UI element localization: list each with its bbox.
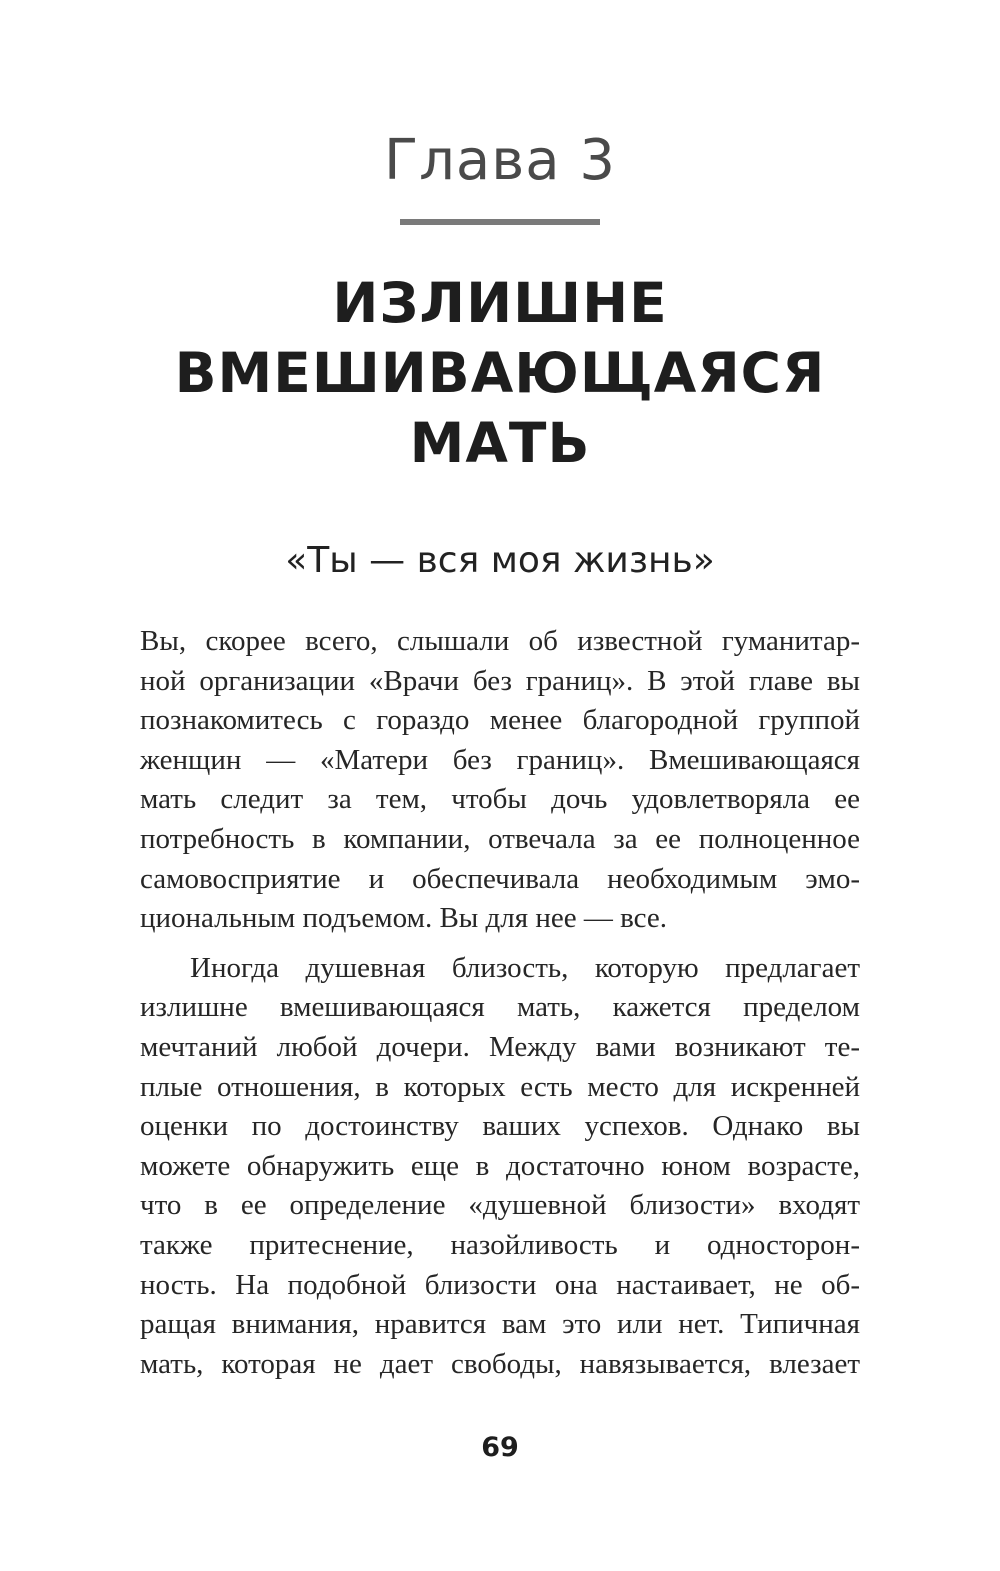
text-line: ращая внимания, нравится вам это или нет. Типичная — [140, 1308, 860, 1341]
text-line: Вы, скорее всего, слышали об известной гуманитар- — [140, 625, 860, 657]
text-line: можете обнаружить еще в достаточно юном возрасте, — [140, 1149, 860, 1182]
section-title: «Ты — вся моя жизнь» — [285, 540, 715, 581]
paragraph-1 — [140, 622, 860, 939]
text-line: ность. На подобной близости она настаивает, не об- — [140, 1268, 860, 1301]
text-line: ной организации «Врачи без границ». В этой главе вы — [140, 664, 860, 697]
text-line: мать следит за тем, чтобы дочь удовлетворяла ее — [140, 783, 860, 816]
text-line: излишне вмешивающаяся мать, кажется пределом — [140, 991, 860, 1024]
text-line: мечтаний любой дочери. Между вами возникают те- — [140, 1030, 860, 1063]
text-line: познакомитесь с гораздо менее благородной группой — [140, 704, 860, 737]
chapter-title-line: ВМЕШИВАЮЩАЯСЯ — [174, 341, 826, 405]
chapter-label: Глава 3 — [383, 128, 616, 193]
chapter-title — [0, 268, 1000, 478]
chapter-title-line: ИЗЛИШНЕ — [332, 271, 668, 335]
chapter-title-line: МАТЬ — [409, 411, 591, 475]
text-line: женщин — «Матери без границ». Вмешивающаяся — [140, 743, 860, 776]
paragraph-gap — [140, 939, 860, 949]
paragraph-2 — [140, 949, 860, 1385]
text-line: плые отношения, в которых есть место для искренней — [140, 1070, 860, 1103]
text-line: циональным подъемом. Вы для нее — все. — [140, 902, 667, 935]
chapter-divider — [400, 219, 600, 225]
text-line: также притеснение, назойливость и односторон- — [140, 1228, 860, 1261]
text-line: что в ее определение «душевной близости» входят — [140, 1189, 860, 1222]
text-line: самовосприятие и обеспечивала необходимым эмо- — [140, 862, 860, 895]
text-line: потребность в компании, отвечала за ее полноценное — [140, 822, 860, 855]
page-number: 69 — [481, 1432, 519, 1463]
text-line: Иногда душевная близость, которую предлагает — [190, 951, 860, 984]
body-text — [140, 622, 860, 1384]
text-line: мать, которая не дает свободы, навязывается, влезает — [140, 1347, 860, 1380]
text-line: оценки по достоинству ваших успехов. Однако вы — [140, 1110, 860, 1143]
